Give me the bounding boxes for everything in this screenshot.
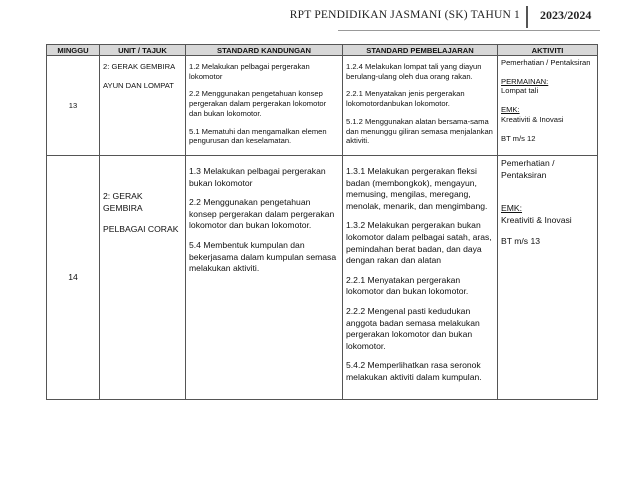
kandungan-item: 5.1 Mematuhi dan mengamalkan elemen pengurusan dan keselamatan. <box>189 126 327 146</box>
unit-title: 2: GERAK GEMBIRA <box>103 62 176 71</box>
kandungan-cell <box>186 156 343 400</box>
lesson-plan-table <box>46 44 598 400</box>
aktiviti-emk-label: EMK: <box>501 203 523 214</box>
document-title: RPT PENDIDIKAN JASMANI (SK) TAHUN 1 <box>289 9 520 21</box>
kandungan-item: 1.3 Melakukan pelbagai pergerakan bukan lokomotor <box>189 166 326 188</box>
col-header-pembelajaran: STANDARD PEMBELAJARAN <box>343 45 498 56</box>
pembelajaran-item: 1.2.4 Melakukan lompat tali yang diayun berulang-ulang oleh dua orang rakan. <box>346 62 482 81</box>
col-header-kandungan: STANDARD KANDUNGAN <box>186 45 343 56</box>
unit-cell <box>100 156 186 400</box>
aktiviti-cell <box>498 156 598 400</box>
week-cell: 13 <box>47 56 100 156</box>
aktiviti-pemerhatian: Pemerhatian / Pentaksiran <box>501 158 555 180</box>
header-underline <box>338 30 600 31</box>
aktiviti-permainan-label: PERMAINAN: <box>501 76 549 86</box>
aktiviti-permainan: Lompat tali <box>501 86 539 96</box>
unit-topic: AYUN DAN LOMPAT <box>103 80 174 90</box>
pembelajaran-item: 5.4.2 Memperlihatkan rasa seronok melakukan aktiviti dalam kumpulan. <box>346 360 482 382</box>
pembelajaran-item: 2.2.2 Mengenal pasti kedudukan anggota badan semasa melakukan pergerakan lokomotor dan bukan lokomotor. <box>346 305 480 351</box>
pembelajaran-item: 1.3.2 Melakukan pergerakan bukan lokomotor dalam pelbagai satah, aras, pemindahan berat badan, dan daya dengan rakan dan alatan <box>346 220 492 266</box>
kandungan-item: 5.4 Membentuk kumpulan dan bekerjasama dalam kumpulan semasa melakukan aktiviti. <box>189 239 337 274</box>
pembelajaran-cell <box>343 56 498 156</box>
col-header-aktiviti: AKTIVITI <box>498 45 598 56</box>
col-header-unit: UNIT / TAJUK <box>100 45 186 56</box>
unit-topic: PELBAGAI CORAK <box>103 224 179 235</box>
pembelajaran-item: 5.1.2 Menggunakan alatan bersama-sama dan menunggu giliran semasa menjalankan aktiviti. <box>346 116 493 146</box>
page-header <box>0 6 638 28</box>
kandungan-cell <box>186 56 343 156</box>
pembelajaran-item: 2.2.1 Menyatakan jenis pergerakan lokomotordanbukan lokomotor. <box>346 89 465 109</box>
pembelajaran-cell <box>343 156 498 400</box>
aktiviti-emk: Kreativiti & Inovasi <box>501 114 564 124</box>
aktiviti-emk-label: EMK: <box>501 105 520 115</box>
header-divider <box>526 6 528 28</box>
aktiviti-emk: Kreativiti & Inovasi <box>501 214 572 225</box>
aktiviti-cell <box>498 56 598 156</box>
kandungan-item: 2.2 Menggunakan pengetahuan konsep pergerakan dalam pergerakan lokomotor dan bukan lokomotor. <box>189 197 335 231</box>
aktiviti-bt: BT m/s 12 <box>501 133 536 143</box>
pembelajaran-item: 2.2.1 Menyatakan pergerakan lokomotor dan bukan lokomotor. <box>346 274 469 297</box>
document-year: 2023/2024 <box>540 8 592 22</box>
table-header-row <box>47 45 598 56</box>
aktiviti-bt: BT m/s 13 <box>501 236 541 247</box>
unit-title: 2: GERAK GEMBIRA <box>103 191 143 213</box>
table-row <box>47 156 598 400</box>
unit-cell <box>100 56 186 156</box>
aktiviti-pemerhatian: Pemerhatian / Pentaksiran <box>501 58 591 67</box>
table-row <box>47 56 598 156</box>
pembelajaran-item: 1.3.1 Melakukan pergerakan fleksi badan (membongkok), mengayun, memusing, mengilas, meregang, menolak, menarik, dan mengimbang. <box>346 166 488 211</box>
kandungan-item: 1.2 Melakukan pelbagai pergerakan lokomotor <box>189 62 310 81</box>
week-cell: 14 <box>47 156 100 400</box>
kandungan-item: 2.2 Menggunakan pengetahuan konsep pergerakan dalam pergerakan lokomotor dan bukan lokomotor. <box>189 89 327 118</box>
col-header-minggu: MINGGU <box>47 45 100 56</box>
